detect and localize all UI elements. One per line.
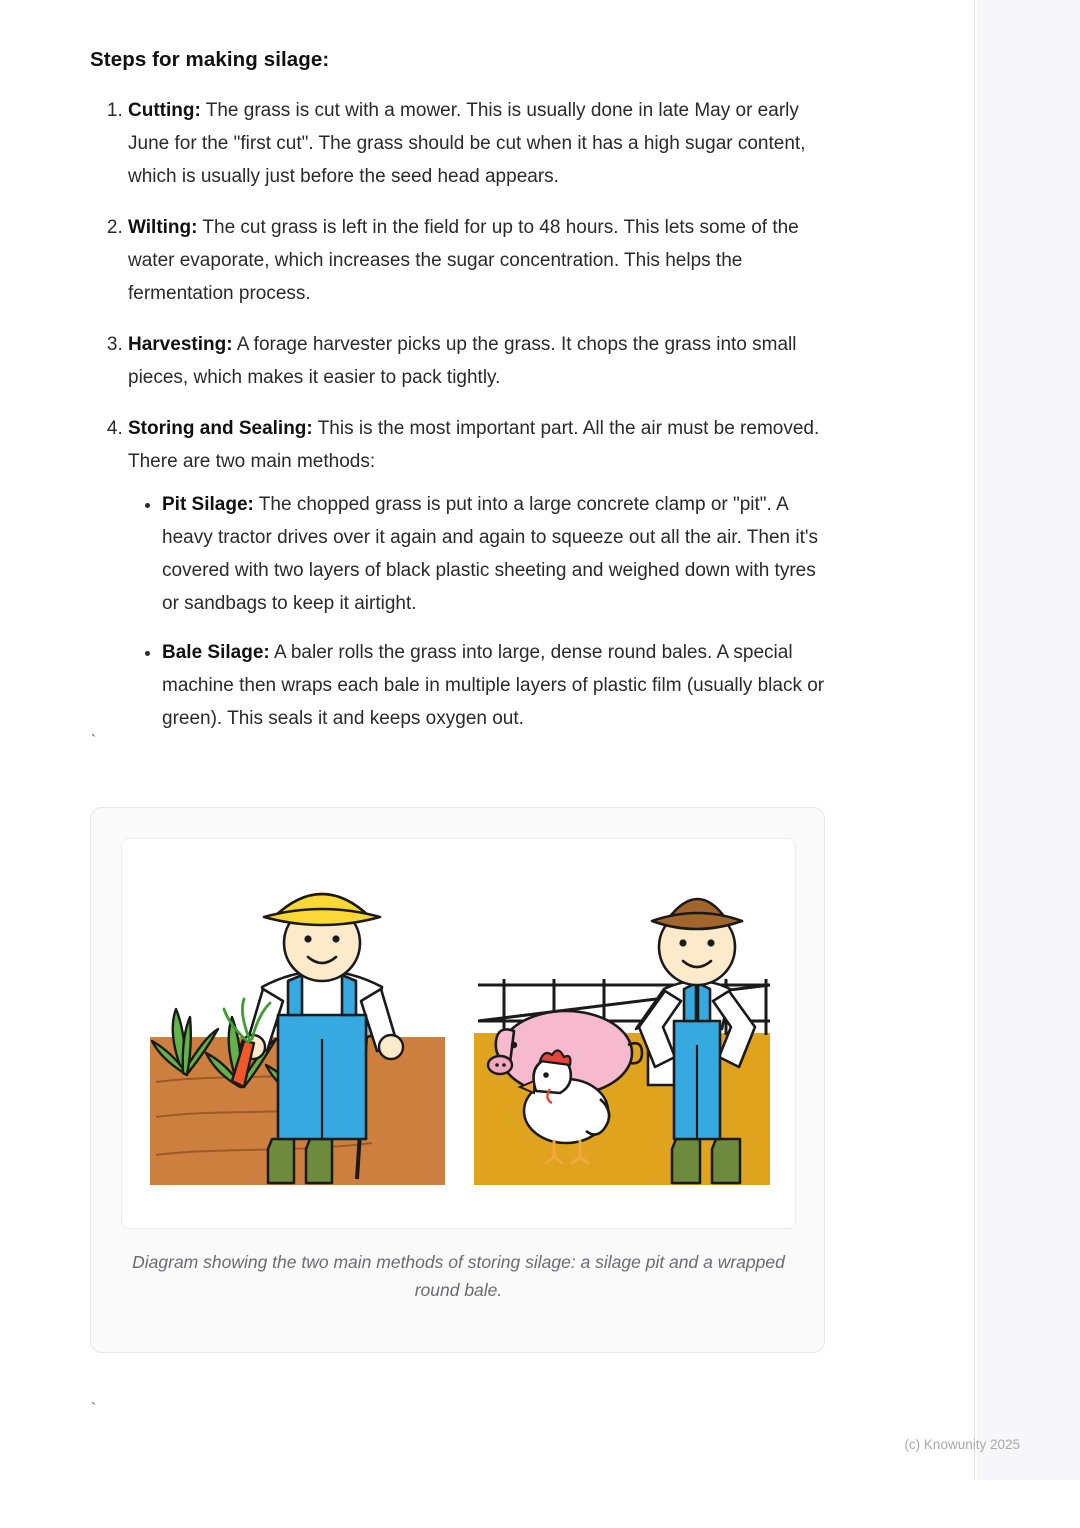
document-content	[90, 48, 830, 753]
substep-text: A baler rolls the grass into large, dense round bales. A special machine then wraps each bale in multiple layers of plastic film (usually black or green). This seals it and keeps oxygen out.	[162, 642, 825, 729]
step-lead: Cutting:	[128, 100, 201, 121]
substeps-list	[128, 488, 830, 735]
stray-backtick-bottom: `	[91, 1400, 96, 1417]
step-text: The cut grass is left in the field for up to 48 hours. This lets some of the water evaporate, which increases the sugar concentration. This helps the fermentation process.	[128, 217, 799, 304]
substep-lead: Bale Silage:	[162, 642, 270, 663]
steps-list	[90, 94, 830, 735]
figure-card	[90, 807, 825, 1353]
step-lead: Storing and Sealing:	[128, 418, 313, 439]
step-text: This is the most important part. All the air must be removed. There are two main methods:	[128, 418, 820, 472]
step-text: The grass is cut with a mower. This is usually done in late May or early June for the "first cut". The grass should be cut when it has a high sugar content, which is usually just before the seed head appears.	[128, 100, 806, 187]
left-scene	[150, 845, 445, 1185]
stray-backtick-top: `	[91, 732, 96, 749]
figure-image	[121, 838, 796, 1229]
figure-caption: Diagram showing the two main methods of storing silage: a silage pit and a wrapped round bale.	[132, 1252, 785, 1300]
right-scene	[474, 845, 770, 1185]
list-item	[128, 412, 830, 735]
list-item	[162, 488, 830, 620]
page-right-gutter	[974, 0, 1080, 1480]
list-item	[128, 94, 830, 193]
page-edge-line	[975, 0, 977, 1480]
copyright-footer: (c) Knowunity 2025	[904, 1437, 1020, 1452]
page-title: Steps for making silage:	[90, 48, 330, 71]
substep-text: The chopped grass is put into a large concrete clamp or "pit". A heavy tractor drives over it again and again to squeeze out all the air. Then it's covered with two layers of black plastic sheeting and weighed down with tyres or sandbags to keep it airtight.	[162, 494, 819, 614]
list-item	[128, 211, 830, 310]
step-text: A forage harvester picks up the grass. It chops the grass into small pieces, which makes it easier to pack tightly.	[128, 334, 797, 388]
step-lead: Harvesting:	[128, 334, 233, 355]
list-item	[128, 328, 830, 394]
list-item	[162, 636, 830, 735]
farm-illustration-svg	[122, 839, 796, 1229]
substep-lead: Pit Silage:	[162, 494, 254, 515]
step-lead: Wilting:	[128, 217, 198, 238]
